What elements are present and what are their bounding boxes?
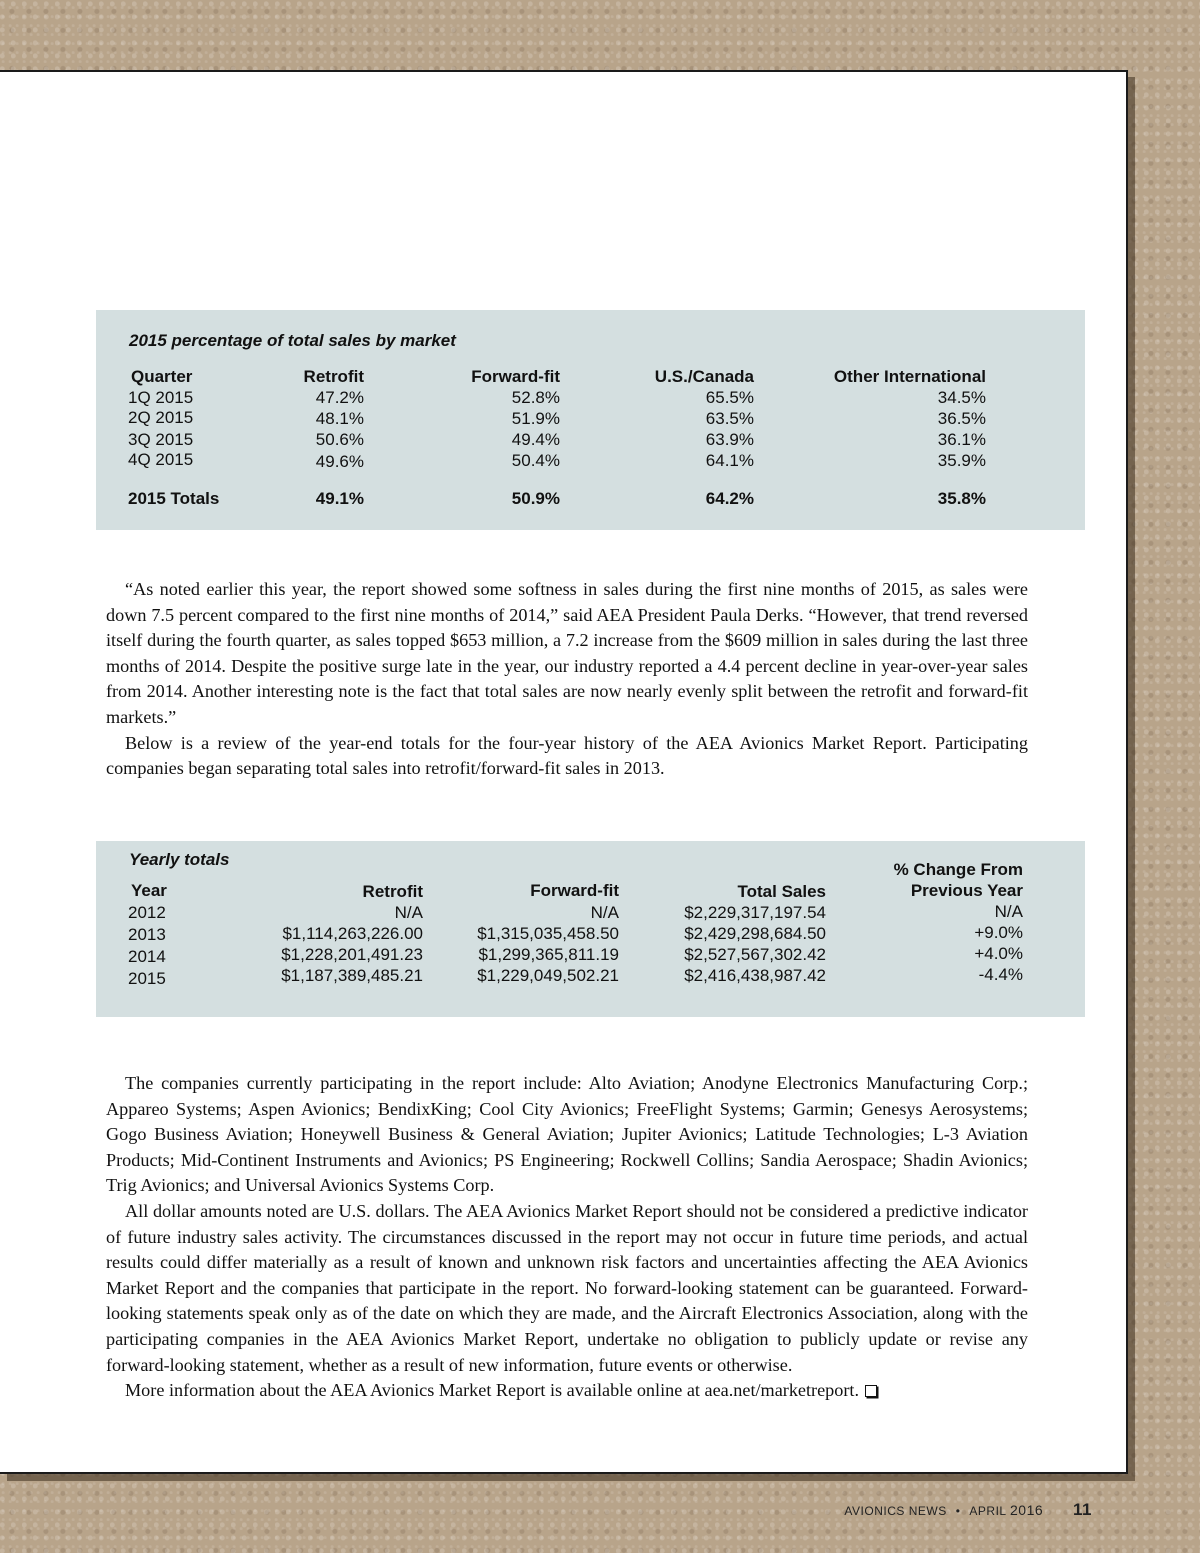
table-cell: 1Q 2015: [128, 388, 194, 407]
col-header-total-sales: Total Sales: [737, 882, 826, 901]
col-header-us-canada: U.S./Canada: [654, 367, 754, 386]
issue-year: 2016: [1010, 1502, 1044, 1518]
table-cell: N/A: [590, 903, 619, 922]
table-cell: 2015: [128, 969, 166, 988]
col-header-change-line2: Previous Year: [910, 881, 1023, 900]
table-cell: 50.4%: [511, 451, 560, 470]
paragraph: [106, 1378, 1028, 1404]
table-cell: $1,187,389,485.21: [281, 966, 423, 985]
publication-name: AVIONICS NEWS: [844, 1504, 947, 1518]
footer-bullet: •: [955, 1504, 961, 1518]
totals-cell: 49.1%: [315, 489, 364, 508]
totals-cell: 35.8%: [937, 489, 986, 508]
col-header-quarter: Quarter: [131, 367, 193, 386]
table-cell: 64.1%: [705, 451, 754, 470]
page-footer: [844, 1500, 1092, 1520]
table-cell: $1,228,201,491.23: [281, 945, 423, 964]
table-cell: $1,315,035,458.50: [477, 924, 619, 943]
col-header-year: Year: [131, 881, 167, 900]
table-cell: $1,299,365,811.19: [478, 945, 619, 964]
table-cell: 48.1%: [315, 409, 364, 428]
paragraph: The companies currently participating in the report include: Alto Aviation; Anodyne Electronics Manufacturing Corp.; Appareo Systems; Aspen Avionics; BendixKing; Cool City Avionics; FreeFlight Systems; Garmin; Genesys Aerosystems; Gogo Business Aviation; Honeywell Business & General Aviation; Jupiter Avionics; Latitude Technologies; L-3 Aviation Products; Mid-Continent Instruments and Avionics; PS Engineering; Rockwell Collins; Sandia Aerospace; Shadin Avionics; Trig Avionics; and Universal Avionics Systems Corp.: [106, 1073, 1028, 1196]
table-cell: 2014: [128, 947, 166, 966]
totals-cell: 64.2%: [705, 489, 754, 508]
table-cell: $2,527,567,302.42: [684, 945, 826, 964]
table-cell: 3Q 2015: [128, 430, 194, 449]
end-mark-icon: [865, 1385, 877, 1397]
table-cell: $2,416,438,987.42: [684, 966, 826, 985]
col-header-other-international: Other International: [833, 367, 986, 386]
market-share-table: [96, 310, 1085, 530]
yearly-totals-table: [96, 841, 1085, 1017]
table-cell: N/A: [994, 902, 1023, 921]
table-cell: 36.1%: [937, 430, 986, 449]
table-cell: 2013: [128, 925, 166, 944]
table-cell: 50.6%: [315, 430, 364, 449]
table-title: 2015 percentage of total sales by market: [129, 331, 456, 350]
table-cell: $1,114,263,226.00: [282, 924, 423, 943]
table-cell: 35.9%: [937, 451, 986, 470]
col-header-forward-fit: Forward-fit: [530, 881, 619, 900]
table-cell: 63.5%: [705, 409, 754, 428]
table-cell: +9.0%: [974, 923, 1023, 942]
table-cell: 34.5%: [937, 388, 986, 407]
table-cell: 47.2%: [315, 388, 364, 407]
table-cell: 65.5%: [705, 388, 754, 407]
totals-cell: 50.9%: [511, 489, 560, 508]
table-cell: +4.0%: [974, 944, 1023, 963]
col-header-retrofit: Retrofit: [303, 367, 364, 386]
paragraph: Below is a review of the year-end totals for the four-year history of the AEA Avionics Market Report. Participating companies began separating total sales into retrofit/forward-fit sales in 2013.: [106, 732, 1028, 779]
col-header-forward-fit: Forward-fit: [471, 367, 560, 386]
totals-label: 2015 Totals: [128, 489, 220, 508]
body-text-2: [106, 1071, 1028, 1404]
table-cell: 2012: [128, 903, 166, 922]
page-number: 11: [1073, 1500, 1092, 1519]
table-cell: 36.5%: [937, 409, 986, 428]
paragraph: “As noted earlier this year, the report showed some softness in sales during the first nine months of 2015, as sales were down 7.5 percent compared to the first nine months of 2014,” said AEA President Paula Derks. “However, that trend reversed itself during the fourth quarter, as sales topped $653 million, a 7.2 increase from the $609 million in sales during the last three months of 2014. Despite the positive surge late in the year, our industry reported a 4.4 percent decline in year-over-year sales from 2014. Another interesting note is the fact that total sales are now nearly evenly split between the retrofit and forward-fit markets.”: [106, 579, 1028, 727]
table-cell: $1,229,049,502.21: [477, 966, 619, 985]
col-header-change-line1: % Change From: [893, 860, 1023, 879]
table-cell: 49.4%: [511, 430, 560, 449]
issue-month: APRIL: [969, 1504, 1007, 1518]
table-cell: 51.9%: [511, 409, 560, 428]
body-text-1: [106, 577, 1028, 782]
table-cell: 63.9%: [705, 430, 754, 449]
table-cell: $2,429,298,684.50: [684, 924, 826, 943]
table-cell: 2Q 2015: [128, 408, 194, 427]
table-title: Yearly totals: [129, 850, 230, 869]
table-cell: $2,229,317,197.54: [684, 903, 826, 922]
closing-sentence: More information about the AEA Avionics Market Report is available online at aea.net/marketreport.: [125, 1380, 860, 1401]
table-cell: 4Q 2015: [128, 450, 194, 469]
table-cell: -4.4%: [978, 965, 1023, 984]
table-cell: 52.8%: [511, 388, 560, 407]
paragraph: All dollar amounts noted are U.S. dollars. The AEA Avionics Market Report should not be considered a predictive indicator of future industry sales activity. The circumstances discussed in the report may not occur in future time periods, and actual results could differ materially as a result of known and unknown risk factors and uncertainties affecting the AEA Avionics Market Report and the companies that participate in the report. No forward-looking statement can be guaranteed. Forward-looking statements speak only as of the date on which they are made, and the Aircraft Electronics Association, along with the participating companies in the AEA Avionics Market Report, undertake no obligation to publicly update or revise any forward-looking statement, whether as a result of new information, future events or otherwise.: [106, 1200, 1028, 1375]
col-header-retrofit: Retrofit: [362, 882, 423, 901]
table-cell: N/A: [394, 903, 423, 922]
table-cell: 49.6%: [315, 452, 364, 471]
